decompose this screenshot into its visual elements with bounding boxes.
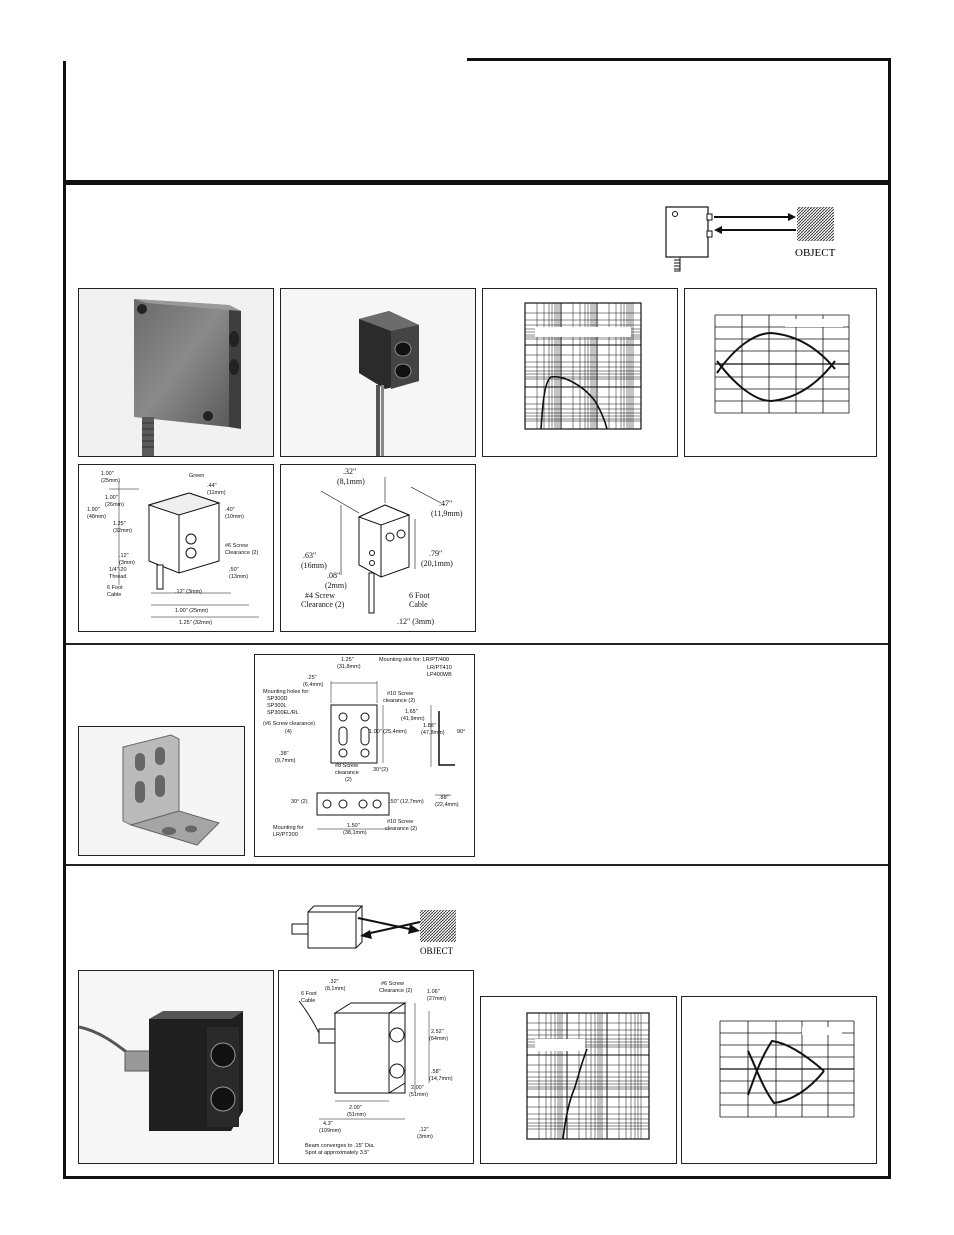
dim-label: (48mm) [87,514,106,520]
beam-pattern-chart [684,288,877,457]
sensor-photo-image [281,289,476,457]
bracket-photo [78,726,245,856]
bracket-dimension-drawing [254,654,475,857]
dim-label: #6 Screw [225,543,248,549]
dim-label: .79" [429,549,443,558]
dim-label: (41,9mm) [401,716,425,722]
dim-label: Beam converges to .15" Dia. [305,1143,375,1149]
product-photo-large [78,970,274,1164]
dim-label: SP300L [267,703,287,709]
dim-label: (47,8mm) [421,730,445,736]
dim-label: Spot at approximately 3.5" [305,1150,370,1156]
dim-label: 2.00" [411,1085,424,1091]
dim-label: Cable [409,600,428,609]
dim-label: Clearance (2) [225,550,259,556]
dim-label: (10mm) [225,514,244,520]
object-target-icon [797,207,834,241]
dim-label: clearance [335,770,359,776]
bracket-photo-image [79,727,245,856]
dim-label: .08" [327,571,341,580]
beam-pattern-chart-2 [681,996,877,1164]
dim-label: .63" [303,551,317,560]
dim-label: .32" [329,979,339,985]
dim-label: 30° (2) [291,799,308,805]
beam-pattern-plot [682,997,877,1164]
dim-label: 1.00" [105,495,118,501]
dim-label: 2.52" [431,1029,444,1035]
dim-label: (26mm) [105,502,124,508]
dim-label: (22,4mm) [435,802,459,808]
dim-label: 2.00" [349,1105,362,1111]
dim-label: 1.88" [423,723,436,729]
dim-label: (64mm) [429,1036,448,1042]
dim-label: 1.50" [347,823,360,829]
dim-label: Cable [107,592,122,598]
dim-label: (11,9mm) [431,509,463,518]
dim-label: .32" [343,467,357,476]
dim-label: (#6 Screw clearance) [263,721,315,727]
dim-label: (6,4mm) [303,682,324,688]
dim-label: SP300EL/RL [267,710,299,716]
dim-label: 1.25" [341,657,354,663]
dim-label: (8,1mm) [325,986,346,992]
dim-label: (3mm) [417,1134,433,1140]
dim-label: #10 Screw [387,819,413,825]
dim-label: .50" [229,567,239,573]
product-photo-side [280,288,476,457]
dim-label: .38" [279,751,289,757]
product-photo-front [78,288,274,457]
dim-label: 6 Foot [107,585,123,591]
dim-label: .12" [119,553,129,559]
dim-label: #6 Screw [381,981,404,987]
dim-label: (51mm) [409,1092,428,1098]
dim-label: .12" [419,1127,429,1133]
dim-label: (20,1mm) [421,559,453,568]
object-label: OBJECT [795,247,836,259]
dim-label: (2) [345,777,352,783]
dim-label: #10 Screw [387,691,413,697]
dim-label: Cable [301,998,316,1004]
object-target-icon [420,910,456,942]
dim-label: 4.3" [323,1121,333,1127]
dim-label: Mounting slot for: LR/PT/400 [379,657,450,663]
dim-label: (11mm) [207,490,226,496]
beam-pattern-plot [685,289,877,457]
dim-label: 1.25" (32mm) [179,620,213,626]
dim-label: (109mm) [319,1128,342,1134]
dim-label: .50" (12,7mm) [389,799,424,805]
dim-label: Mounting for [273,825,304,831]
dimension-drawing-a [78,464,274,632]
section-divider [66,864,888,866]
dim-label: (51mm) [347,1112,366,1118]
dim-label: (32mm) [113,528,132,534]
dimension-drawing-b [280,464,476,632]
dim-label: .44" [207,483,217,489]
dim-label: 1/4"-20 [109,567,127,573]
section-divider [66,643,888,645]
dim-label: 1.65" [405,709,418,715]
dim-label: (38,1mm) [343,830,367,836]
excess-gain-chart-2 [480,996,677,1164]
dim-label: 90° [457,729,466,735]
object-label: OBJECT [420,946,454,956]
dim-label: .47" [439,499,453,508]
sensing-schematic-bottom [286,900,466,960]
dimension-drawing-c [278,970,474,1164]
dim-label: 30°(2) [373,767,389,773]
dim-label: Thread [109,574,127,580]
dim-label: (31,8mm) [337,664,361,670]
dim-label: LP400WB [427,672,452,678]
header-rule [63,180,891,185]
dim-label: LR/PT410 [427,665,452,671]
dim-label: 1.00" (25mm) [175,608,209,614]
dim-label: 6 Foot [409,591,430,600]
dim-label: 1.00" (25,4mm) [369,729,407,735]
dim-label: 1.90" [87,507,100,513]
dim-label: SP300D [267,696,288,702]
excess-gain-log-plot [483,289,678,457]
dim-label: Clearance (2) [301,600,345,609]
dim-label: LR/PT200 [273,832,298,838]
dim-label: (2mm) [325,581,347,590]
dim-label: .40" [225,507,235,513]
dim-label: .88" [439,795,449,801]
dim-label: (4) [285,729,292,735]
excess-gain-chart [482,288,678,457]
dim-label: #8 Screw [335,763,358,769]
dim-label: .12" (3mm) [175,589,203,595]
sensing-schematic-top [660,200,845,275]
dim-label: .58" [431,1069,441,1075]
dim-label: 1.06" [427,989,440,995]
dim-label: 1.25" [113,521,126,527]
dim-label: (8,1mm) [337,477,365,486]
title-tab-gap [62,55,467,61]
dim-label: (13mm) [229,574,248,580]
excess-gain-log-plot [481,997,677,1164]
dim-label: (27mm) [427,996,446,1002]
dim-label: Green [189,473,205,479]
dim-label: clearance (2) [383,698,416,704]
dim-label: (9,7mm) [275,758,296,764]
dim-label: .25" [307,675,317,681]
dim-label: .12" (3mm) [397,617,435,626]
dim-label: #4 Screw [305,591,335,600]
dim-label: (16mm) [301,561,327,570]
dim-label: Clearance (2) [379,988,413,994]
dim-label: Mounting holes for: [263,689,310,695]
sensor-photo-image [79,289,274,457]
dim-label: (14,7mm) [429,1076,453,1082]
dim-label: 1.00" [101,471,114,477]
dim-label: (3mm) [119,560,135,566]
dim-label: clearance (2) [385,826,418,832]
sensor-photo-image [79,971,274,1164]
dim-label: 6 Foot [301,991,317,997]
dim-label: (25mm) [101,478,120,484]
